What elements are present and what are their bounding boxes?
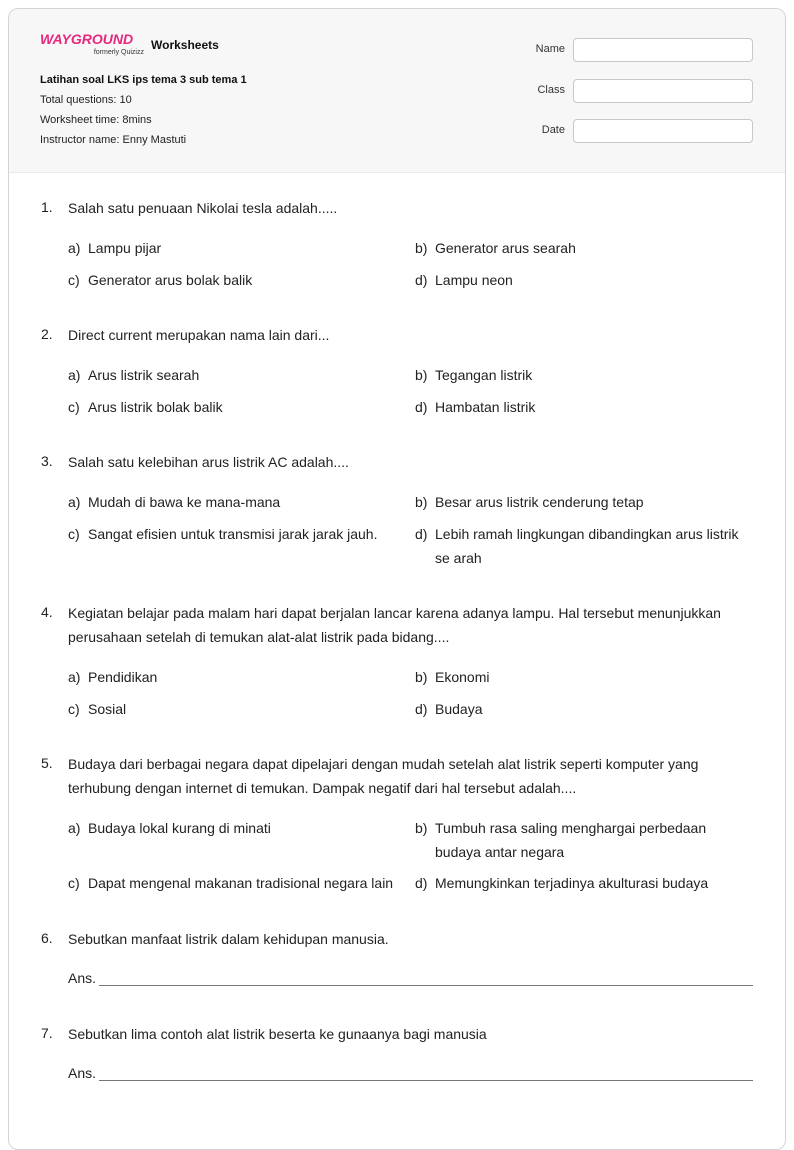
- option-text: Arus listrik searah: [88, 367, 200, 383]
- question-number: 6.: [41, 930, 53, 946]
- option-text: Tegangan listrik: [435, 367, 533, 383]
- question-text: Sebutkan manfaat listrik dalam kehidupan manusia.: [68, 931, 389, 947]
- option-letter: c): [68, 875, 80, 891]
- total-questions: Total questions: 10: [40, 94, 132, 106]
- logo-wordmark: WAYGROUND: [40, 31, 134, 47]
- question-number: 2.: [41, 326, 53, 342]
- option-letter: a): [68, 367, 81, 383]
- date-label: Date: [541, 124, 565, 136]
- question-number: 3.: [41, 453, 53, 469]
- answer-label: Ans.: [68, 970, 97, 986]
- option-letter: d): [415, 875, 428, 891]
- option-text: Pendidikan: [88, 669, 158, 685]
- brand-logo: [40, 31, 144, 57]
- worksheet-time: Worksheet time: 8mins: [40, 114, 152, 126]
- question-text: Sebutkan lima contoh alat listrik beserta ke gunaanya bagi manusia: [68, 1026, 487, 1042]
- answer-line[interactable]: [99, 1080, 753, 1081]
- option-text: Sosial: [88, 701, 127, 717]
- question-text: Kegiatan belajar pada malam hari dapat berjalan lancar karena adanya lampu. Hal tersebut menunjukkan perusahaan setelah di temukan alat-alat listrik pada bidang....: [68, 605, 721, 645]
- class-label: Class: [537, 84, 565, 96]
- option-text: Sangat efisien untuk transmisi jarak jarak jauh.: [88, 526, 378, 542]
- option-text: Besar arus listrik cenderung tetap: [435, 494, 644, 510]
- option-text: Hambatan listrik: [435, 399, 536, 415]
- worksheet-page: [8, 8, 786, 1150]
- option-text: Generator arus bolak balik: [88, 272, 253, 288]
- option-letter: c): [68, 399, 80, 415]
- name-label: Name: [535, 43, 565, 55]
- question-number: 4.: [41, 604, 53, 620]
- option-letter: d): [415, 701, 428, 717]
- worksheet-header: [9, 9, 785, 173]
- date-input[interactable]: [573, 119, 753, 143]
- instructor-name: Instructor name: Enny Mastuti: [40, 134, 187, 146]
- option-text: Lebih ramah lingkungan dibandingkan arus listrik se arah: [435, 526, 739, 566]
- logo-tagline: formerly Quizizz: [93, 49, 144, 56]
- question-number: 1.: [41, 199, 53, 215]
- answer-line[interactable]: [99, 985, 753, 986]
- option-letter: d): [415, 272, 428, 288]
- option-letter: c): [68, 272, 80, 288]
- option-letter: a): [68, 494, 81, 510]
- brand-title: Worksheets: [151, 38, 219, 52]
- option-text: Ekonomi: [435, 669, 490, 685]
- option-text: Arus listrik bolak balik: [88, 399, 223, 415]
- question-number: 7.: [41, 1025, 53, 1041]
- option-letter: b): [415, 669, 428, 685]
- option-letter: a): [68, 820, 81, 836]
- option-text: Mudah di bawa ke mana-mana: [88, 494, 281, 510]
- option-letter: a): [68, 240, 81, 256]
- option-text: Generator arus searah: [435, 240, 576, 256]
- name-field-row: [509, 38, 754, 62]
- date-field-row: [509, 119, 754, 143]
- option-letter: c): [68, 526, 80, 542]
- option-text: Tumbuh rasa saling menghargai perbedaan budaya antar negara: [435, 820, 707, 860]
- option-letter: d): [415, 399, 428, 415]
- worksheet-meta: [40, 73, 247, 153]
- question-text: Budaya dari berbagai negara dapat dipelajari dengan mudah setelah alat listrik seperti komputer yang terhubung dengan internet di temukan. Dampak negatif dari hal tersebut adalah....: [68, 756, 699, 796]
- option-letter: b): [415, 367, 428, 383]
- worksheet-title: Latihan soal LKS ips tema 3 sub tema 1: [40, 74, 247, 86]
- option-text: Budaya lokal kurang di minati: [88, 820, 271, 836]
- option-letter: c): [68, 701, 80, 717]
- option-text: Memungkinkan terjadinya akulturasi budaya: [435, 875, 709, 891]
- option-letter: b): [415, 494, 428, 510]
- option-text: Lampu neon: [435, 272, 513, 288]
- option-letter: b): [415, 820, 428, 836]
- option-letter: d): [415, 526, 428, 542]
- option-text: Budaya: [435, 701, 483, 717]
- question-text: Direct current merupakan nama lain dari...: [68, 327, 330, 343]
- option-letter: a): [68, 669, 81, 685]
- question-text: Salah satu penuaan Nikolai tesla adalah.....: [68, 200, 338, 216]
- option-letter: b): [415, 240, 428, 256]
- option-text: Dapat mengenal makanan tradisional negara lain: [88, 875, 394, 891]
- name-input[interactable]: [573, 38, 753, 62]
- question-text: Salah satu kelebihan arus listrik AC adalah....: [68, 454, 349, 470]
- answer-label: Ans.: [68, 1065, 97, 1081]
- option-text: Lampu pijar: [88, 240, 162, 256]
- class-field-row: [509, 79, 754, 103]
- class-input[interactable]: [573, 79, 753, 103]
- question-number: 5.: [41, 755, 53, 771]
